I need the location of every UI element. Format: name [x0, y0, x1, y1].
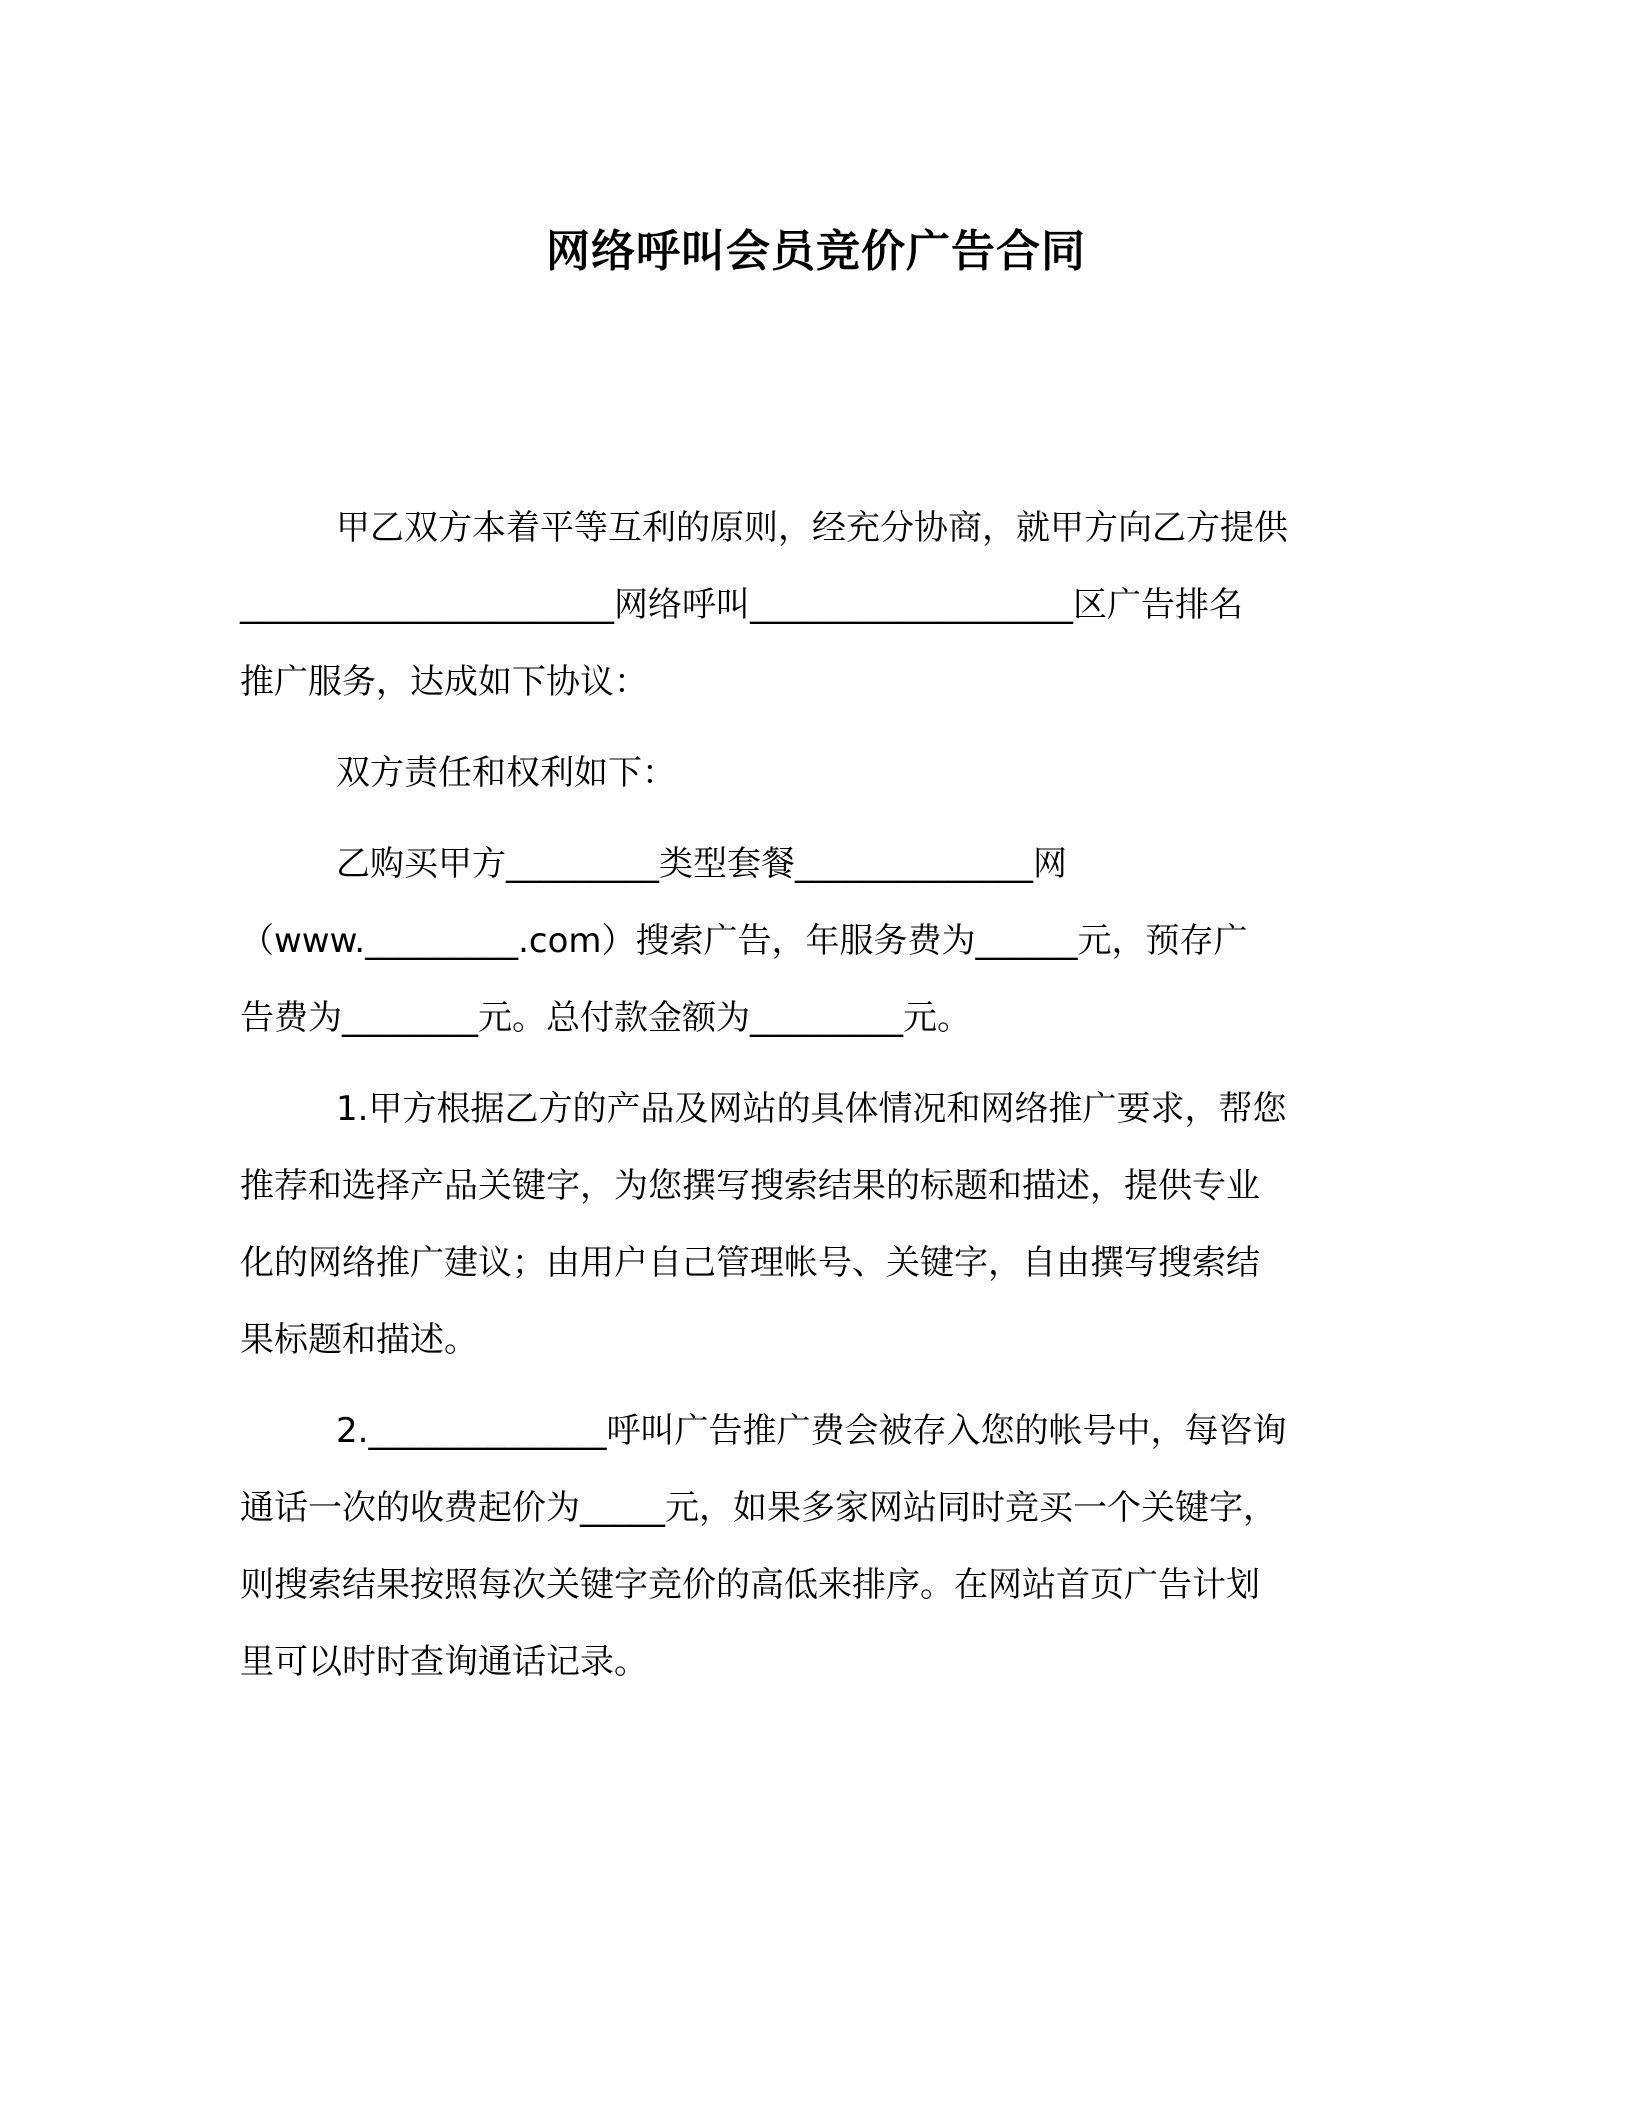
intro-line-3: 推广服务，达成如下协议： — [240, 662, 648, 702]
rights-heading-paragraph — [240, 735, 1400, 812]
document-title: 网络呼叫会员竞价广告合同 — [546, 226, 1086, 277]
clause-1-line-3: 化的网络推广建议；由用户自己管理帐号、关键字，自由撰写搜索结 — [240, 1243, 1260, 1283]
purchase-line-3: 告费为________元。总付款金额为_________元。 — [240, 998, 971, 1038]
clause-1-line-1: 1.甲方根据乙方的产品及网站的具体情况和网络推广要求，帮您 — [336, 1089, 1287, 1129]
intro-line-2: ______________________网络呼叫___________________区广告排名 — [240, 585, 1243, 625]
purchase-paragraph — [240, 826, 1400, 1057]
clause-2-paragraph — [240, 1393, 1400, 1701]
clause-1-line-2: 推荐和选择产品关键字，为您撰写搜索结果的标题和描述，提供专业 — [240, 1166, 1260, 1206]
purchase-line-2: （www._________.com）搜索广告，年服务费为______元，预存广 — [240, 921, 1248, 961]
clause-2-line-1: 2.______________呼叫广告推广费会被存入您的帐号中，每咨询 — [336, 1411, 1287, 1451]
document-body — [240, 490, 1400, 1715]
clause-1-line-4: 果标题和描述。 — [240, 1320, 478, 1360]
clause-2-line-3: 则搜索结果按照每次关键字竞价的高低来排序。在网站首页广告计划 — [240, 1565, 1260, 1605]
clause-2-line-2: 通话一次的收费起价为_____元，如果多家网站同时竞买一个关键字， — [240, 1488, 1277, 1528]
purchase-line-1: 乙购买甲方_________类型套餐______________网 — [336, 844, 1067, 884]
clause-2-line-4: 里可以时时查询通话记录。 — [240, 1642, 648, 1682]
clause-1-paragraph — [240, 1071, 1400, 1379]
intro-line-1: 甲乙双方本着平等互利的原则，经充分协商，就甲方向乙方提供 — [336, 508, 1288, 548]
rights-heading: 双方责任和权利如下： — [336, 753, 676, 793]
intro-paragraph — [240, 490, 1400, 721]
